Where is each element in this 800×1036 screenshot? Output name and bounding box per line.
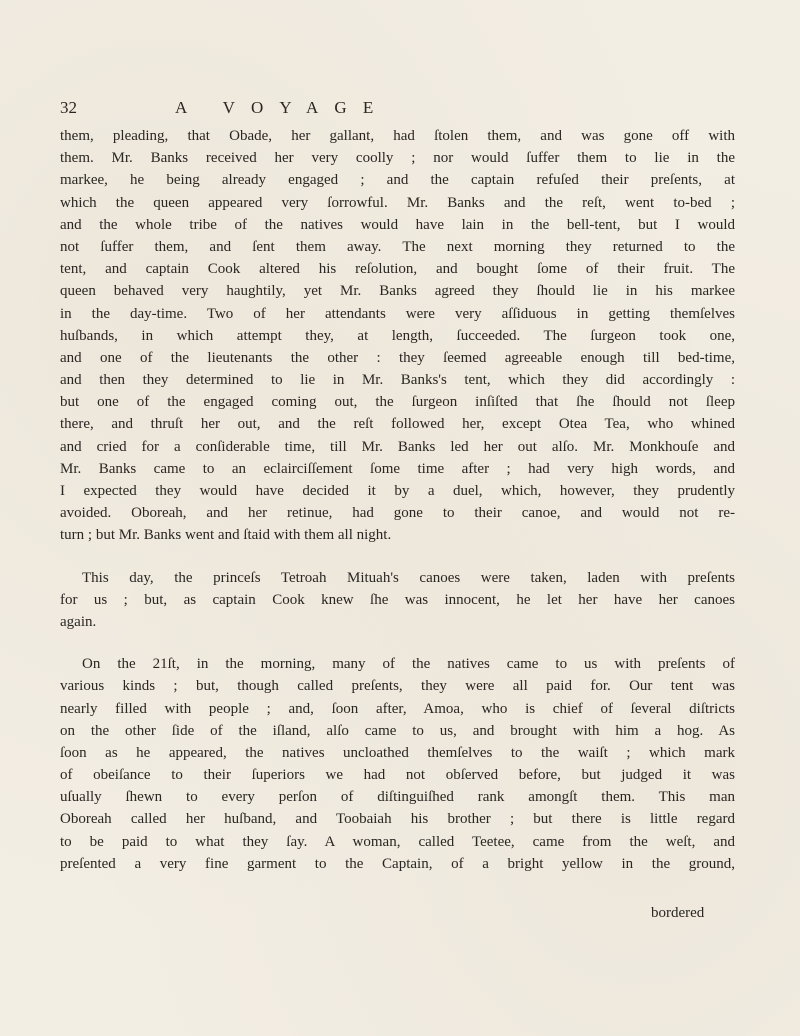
text-line: which the queen appeared very ſorrowful. Mr. Banks and the reſt, went to-bed ; (60, 194, 735, 211)
text-line: nearly filled with people ; and, ſoon after, Amoa, who is chief of ſeveral diſtricts (60, 700, 735, 717)
page-header (60, 98, 680, 120)
paragraph-2 (60, 567, 735, 634)
text-line: avoided. Oboreah, and her retinue, had gone to their canoe, and would not re- (60, 505, 735, 522)
text-line: various kinds ; but, though called preſents, they were all paid for. Our tent was (60, 678, 735, 695)
text-line: Mr. Banks came to an eclairciſſement ſome time after ; had very high words, and (60, 460, 735, 477)
paragraph-3 (60, 653, 735, 875)
text-line: but one of the engaged coming out, the ſurgeon inſiſted that ſhe ſhould not ſleep (60, 394, 735, 411)
catchword: bordered (651, 905, 705, 921)
text-line: on the other ſide of the iſland, alſo came to us, and brought with him a hog. As (60, 722, 735, 739)
text-line: On the 21ſt, in the morning, many of the natives came to us with preſents of (82, 656, 735, 673)
paragraph-gap (60, 633, 735, 653)
text-line: and cried for a conſiderable time, till Mr. Banks led her out alſo. Mr. Monkhouſe and (60, 438, 735, 455)
text-line: and the whole tribe of the natives would have lain in the bell-tent, but I would (60, 216, 735, 233)
text-line: huſbands, in which attempt they, at length, ſucceeded. The ſurgeon took one, (60, 327, 735, 344)
text-line: not ſuffer them, and ſent them away. The next morning they returned to the (60, 238, 735, 255)
text-line: there, and thruſt her out, and the reſt followed her, except Otea Tea, who whined (60, 416, 735, 433)
text-line: queen behaved very haughtily, yet Mr. Banks agreed they ſhould lie in his markee (60, 283, 735, 300)
text-line: to be paid to what they ſay. A woman, called Teetee, came from the weſt, and (60, 833, 735, 850)
page-number: 32 (60, 98, 77, 117)
body-text (60, 125, 735, 875)
text-line: again. (60, 613, 97, 630)
running-title: A VOYAGE (175, 98, 390, 117)
text-line: and one of the lieutenants the other : they ſeemed agreeable enough till bed-time, (60, 349, 735, 366)
text-line: ſoon as he appeared, the natives uncloathed themſelves to the waiſt ; which mark (60, 744, 735, 761)
text-line: of obeiſance to their ſuperiors we had not obſerved before, but judged it was (60, 767, 735, 784)
text-line: Oboreah called her huſband, and Toobaiah his brother ; but there is little regard (60, 811, 735, 828)
text-line: I expected they would have decided it by a duel, which, however, they prudently (60, 483, 735, 499)
text-line: turn ; but Mr. Banks went and ſtaid with them all night. (60, 527, 392, 544)
paragraph-gap (60, 547, 735, 567)
text-line: them, pleading, that Obade, her gallant, had ſtolen them, and was gone off with (60, 128, 735, 144)
text-line: preſented a very fine garment to the Captain, of a bright yellow in the ground, (60, 855, 735, 872)
text-line: tent, and captain Cook altered his reſolution, and bought ſome of their fruit. The (60, 261, 735, 278)
text-line: This day, the princeſs Tetroah Mituah's canoes were taken, laden with preſents (82, 569, 735, 586)
text-line: for us ; but, as captain Cook knew ſhe was innocent, he let her have her canoes (60, 591, 735, 608)
text-line: markee, he being already engaged ; and the captain refuſed their preſents, at (60, 172, 735, 189)
paragraph-1 (60, 125, 735, 547)
text-line: in the day-time. Two of her attendants were very aſſiduous in getting themſelves (60, 305, 735, 322)
text-line: uſually ſhewn to every perſon of diſtinguiſhed rank amongſt them. This man (60, 789, 735, 806)
text-line: them. Mr. Banks received her very coolly ; nor would ſuffer them to lie in the (60, 150, 735, 167)
text-line: and then they determined to lie in Mr. Banks's tent, which they did accordingly : (60, 372, 735, 389)
